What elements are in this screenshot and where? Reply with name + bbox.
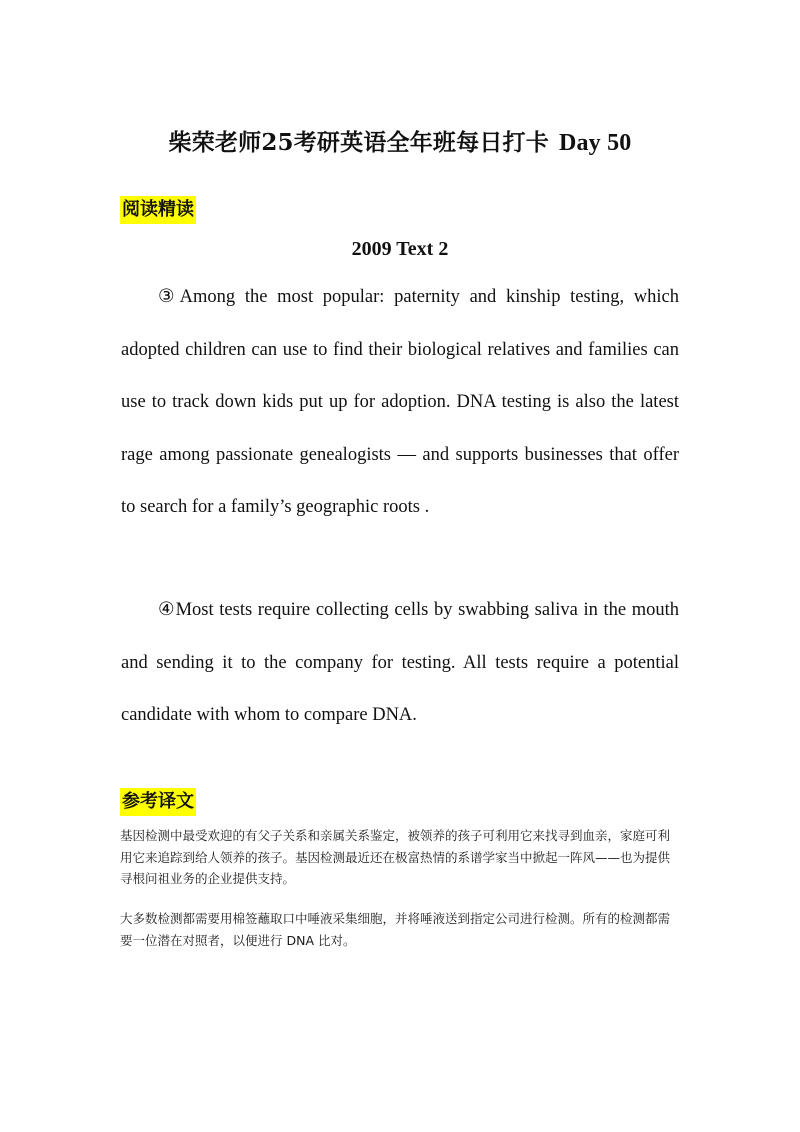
english-paragraph-3: ③Among the most popular: paternity and kinship testing, which adopted children can use to find their biological relatives and families can use to track down kids put up for adoption. DNA testing is also the latest rage among passionate genealogists — and supports businesses that offer to search for a family’s geographic roots . [121, 287, 679, 517]
day-label: Day 50 [558, 130, 632, 156]
section-heading-reading: 阅读精读 [120, 196, 196, 224]
translation-paragraph-1: 基因检测中最受欢迎的有父子关系和亲属关系鉴定，被领养的孩子可利用它来找寻到血亲，家庭可利用它来追踪到给人领养的孩子。基因检测最近还在极富热情的系谱学家当中掀起一阵风——也为提供寻根问祖业务的企业提供支持。 [120, 828, 671, 886]
english-paragraph-4: ④Most tests require collecting cells by swabbing saliva in the mouth and sending it to the company for testing. All tests require a potential candidate with whom to compare DNA. [121, 600, 679, 725]
translation-paragraph-2: 大多数检测都需要用棉签蘸取口中唾液采集细胞，并将唾液送到指定公司进行检测。所有的检测都需要一位潜在对照者，以便进行 DNA 比对。 [120, 911, 671, 948]
page-title-text: 柴荣老师25考研英语全年班每日打卡 [168, 129, 549, 156]
page-title [0, 124, 800, 157]
section-heading-translation: 参考译文 [120, 788, 196, 816]
text-title: 2009 Text 2 [351, 238, 449, 260]
